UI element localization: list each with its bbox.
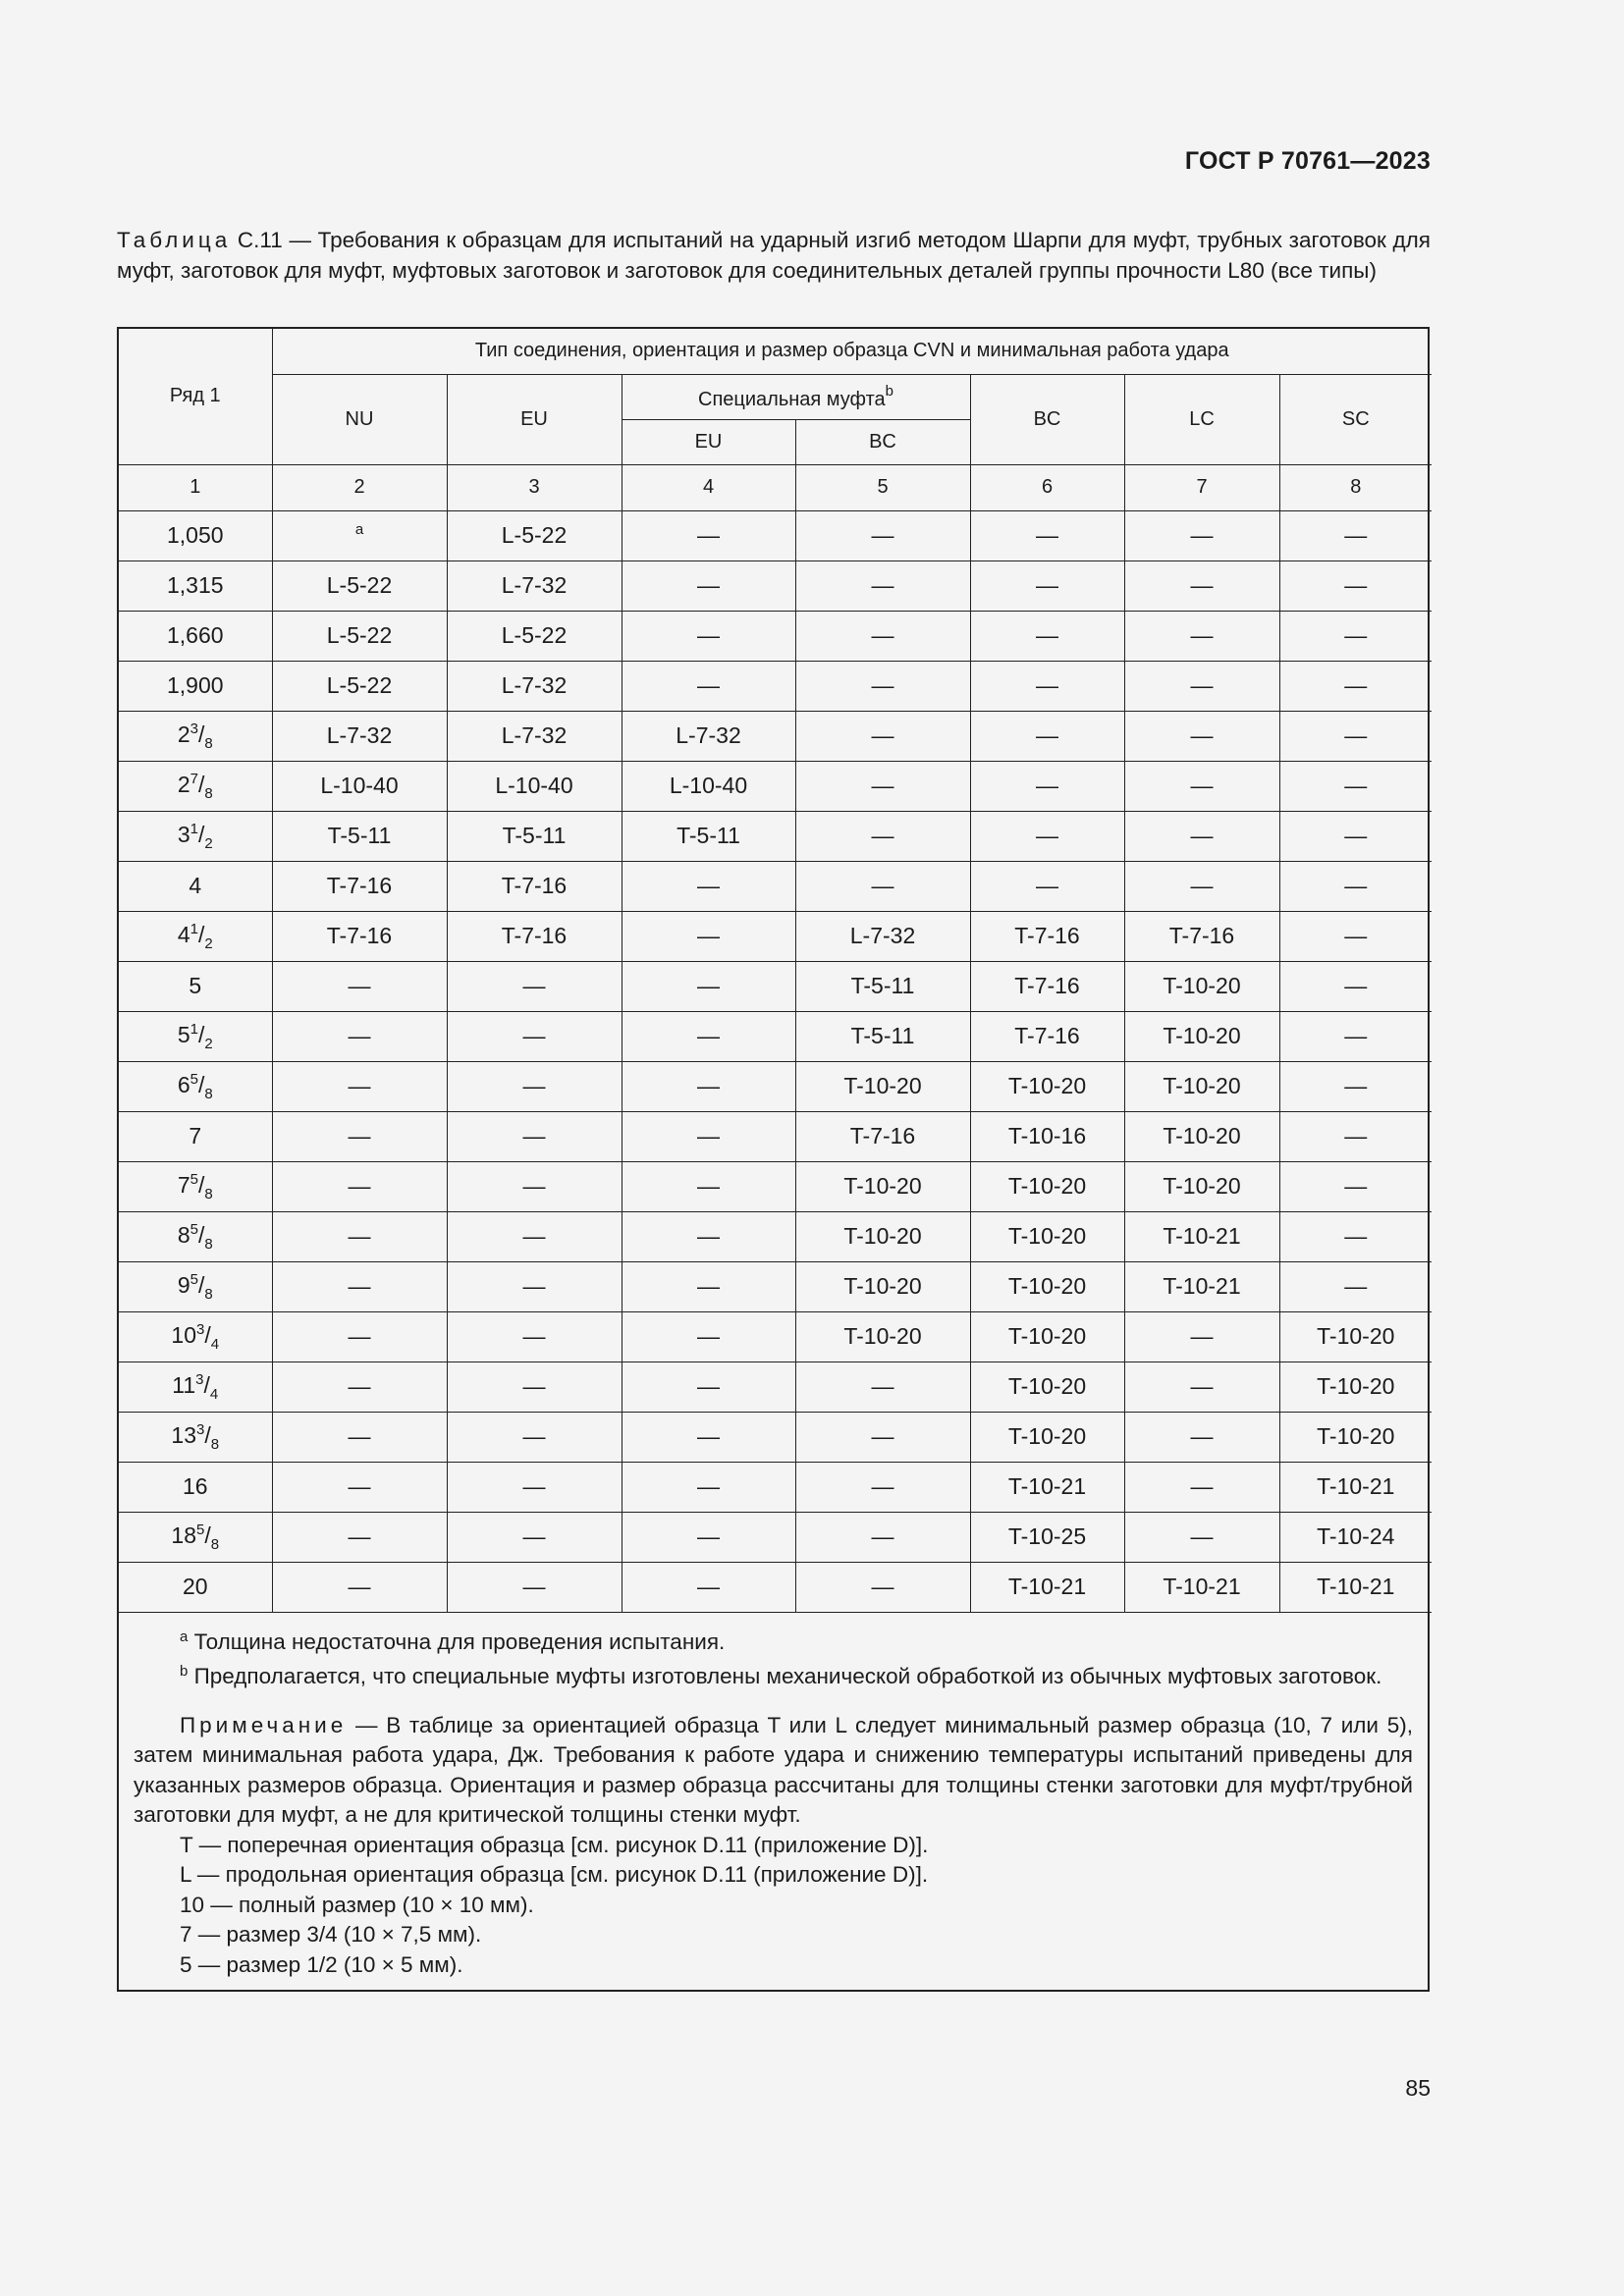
size-cell: $18^5/_8$ — [119, 1512, 272, 1562]
size-numerator: 5 — [189, 1170, 198, 1188]
value-cell: — — [1279, 611, 1432, 661]
table-row — [119, 811, 1432, 861]
note-label: Примечание — [180, 1712, 348, 1737]
size-whole: 1,660 — [166, 622, 224, 648]
table-row — [119, 661, 1432, 711]
value-cell: T-10-20 — [970, 1311, 1124, 1362]
col-header-nu: NU — [272, 374, 447, 464]
value-cell: — — [1124, 611, 1279, 661]
value-cell: — — [795, 811, 970, 861]
value-cell: T-7-16 — [447, 861, 622, 911]
value-cell: — — [795, 1462, 970, 1512]
size-numerator: 1 — [189, 1020, 198, 1038]
value-cell: T-10-20 — [1124, 1061, 1279, 1111]
value-cell: — — [1279, 1261, 1432, 1311]
size-cell: $5^1/_2$ — [119, 1011, 272, 1061]
size-numerator: 5 — [189, 1270, 198, 1288]
value-cell: — — [1124, 661, 1279, 711]
sub-header-eu: EU — [622, 419, 795, 464]
value-cell: — — [447, 961, 622, 1011]
caption-label: Таблица — [117, 228, 232, 252]
value-cell: — — [970, 611, 1124, 661]
footnote-mark: a — [354, 521, 364, 538]
size-whole: 16 — [182, 1473, 208, 1499]
col-header-special — [622, 374, 970, 419]
size-cell — [119, 561, 272, 611]
value-cell: T-10-21 — [1124, 1211, 1279, 1261]
value-cell: — — [795, 1512, 970, 1562]
value-cell: T-10-21 — [1124, 1562, 1279, 1612]
value-cell: L-5-22 — [447, 611, 622, 661]
value-cell: — — [447, 1562, 622, 1612]
table-row — [119, 1362, 1432, 1412]
value-cell: — — [1279, 911, 1432, 961]
value-cell: T-10-20 — [1279, 1412, 1432, 1462]
size-cell: $8^5/_8$ — [119, 1211, 272, 1261]
value-cell: — — [622, 1111, 795, 1161]
value-cell: — — [622, 510, 795, 561]
value-cell: — — [272, 1061, 447, 1111]
table-frame — [117, 327, 1430, 1992]
size-numerator: 3 — [195, 1370, 204, 1388]
size-whole: 1,050 — [166, 522, 224, 548]
size-cell — [119, 861, 272, 911]
value-cell: — — [622, 611, 795, 661]
size-whole: 7 — [189, 1123, 202, 1148]
impact-test-table — [119, 329, 1432, 1613]
size-cell: $7^5/_8$ — [119, 1161, 272, 1211]
value-cell: — — [272, 1462, 447, 1512]
special-header-mark: b — [885, 382, 893, 400]
column-number-row — [119, 464, 1432, 510]
column-number: 6 — [970, 464, 1124, 510]
table-row — [119, 961, 1432, 1011]
value-cell: — — [970, 811, 1124, 861]
size-numerator: 5 — [189, 1220, 198, 1238]
table-row — [119, 1412, 1432, 1462]
size-whole: 4 — [177, 921, 190, 947]
value-cell: T-7-16 — [447, 911, 622, 961]
note-definition: L — продольная ориентация образца [см. рисунок D.11 (приложение D)]. — [180, 1862, 929, 1887]
value-cell: — — [1124, 711, 1279, 761]
page-number: 85 — [1405, 2075, 1431, 2101]
value-cell: — — [970, 510, 1124, 561]
value-cell: — — [272, 1211, 447, 1261]
value-cell: — — [795, 861, 970, 911]
size-cell: $11^3/_4$ — [119, 1362, 272, 1412]
value-cell: — — [795, 711, 970, 761]
value-cell: — — [272, 1111, 447, 1161]
size-denominator: 8 — [210, 1435, 220, 1453]
size-numerator: 1 — [189, 820, 198, 837]
value-cell: T-10-20 — [970, 1161, 1124, 1211]
footnote-a — [134, 1623, 1413, 1658]
size-numerator: 3 — [189, 720, 198, 737]
value-cell: — — [272, 1261, 447, 1311]
value-cell: — — [1279, 1111, 1432, 1161]
value-cell: — — [1279, 861, 1432, 911]
size-denominator: 8 — [204, 1235, 213, 1253]
value-cell: — — [795, 611, 970, 661]
value-cell: — — [1124, 1462, 1279, 1512]
value-cell: — — [272, 1161, 447, 1211]
table-row — [119, 711, 1432, 761]
value-cell: — — [622, 1412, 795, 1462]
footnote-mark: a — [180, 1628, 189, 1645]
value-cell: — — [1124, 510, 1279, 561]
value-cell: — — [447, 1462, 622, 1512]
value-cell: T-10-20 — [1124, 1111, 1279, 1161]
table-row — [119, 561, 1432, 611]
size-cell — [119, 961, 272, 1011]
note-paragraph — [134, 1711, 1413, 1831]
size-cell — [119, 510, 272, 561]
size-whole: 7 — [177, 1171, 190, 1198]
value-cell: T-10-20 — [795, 1261, 970, 1311]
row-header: Ряд 1 — [119, 329, 272, 464]
table-row — [119, 1111, 1432, 1161]
value-cell: — — [622, 1362, 795, 1412]
size-whole: 18 — [171, 1522, 196, 1548]
value-cell: — — [622, 1562, 795, 1612]
table-row — [119, 1311, 1432, 1362]
size-cell: $3^1/_2$ — [119, 811, 272, 861]
col-header-bc: BC — [970, 374, 1124, 464]
value-cell: T-10-21 — [1279, 1462, 1432, 1512]
size-denominator: 2 — [204, 934, 213, 952]
size-denominator: 8 — [204, 734, 213, 752]
group-header: Тип соединения, ориентация и размер образца CVN и минимальная работа удара — [272, 329, 1432, 374]
value-cell: — — [622, 1462, 795, 1512]
value-cell: T-10-20 — [795, 1211, 970, 1261]
value-cell: L-10-40 — [272, 761, 447, 811]
value-cell: — — [622, 1161, 795, 1211]
size-denominator: 8 — [204, 1185, 213, 1202]
value-cell: T-10-21 — [1124, 1261, 1279, 1311]
value-cell: — — [1279, 1211, 1432, 1261]
value-cell: T-10-16 — [970, 1111, 1124, 1161]
value-cell: — — [447, 1261, 622, 1311]
value-cell: — — [1279, 961, 1432, 1011]
value-cell: — — [447, 1512, 622, 1562]
value-cell: T-10-20 — [795, 1311, 970, 1362]
column-number: 7 — [1124, 464, 1279, 510]
size-denominator: 8 — [204, 784, 213, 802]
value-cell: T-5-11 — [272, 811, 447, 861]
size-whole: 1,315 — [166, 572, 224, 598]
value-cell: — — [1124, 1412, 1279, 1462]
value-cell: — — [272, 1362, 447, 1412]
table-caption — [117, 226, 1431, 286]
col-header-lc: LC — [1124, 374, 1279, 464]
value-cell: — — [1279, 1011, 1432, 1061]
value-cell: — — [272, 1412, 447, 1462]
value-cell: — — [795, 1562, 970, 1612]
size-whole: 10 — [171, 1321, 196, 1348]
value-cell: — — [795, 761, 970, 811]
size-denominator: 4 — [210, 1335, 220, 1353]
column-number: 2 — [272, 464, 447, 510]
value-cell: — — [1279, 661, 1432, 711]
value-cell: L-10-40 — [447, 761, 622, 811]
value-cell: — — [622, 1261, 795, 1311]
table-row — [119, 1011, 1432, 1061]
size-whole: 9 — [177, 1271, 190, 1298]
value-cell: T-7-16 — [970, 911, 1124, 961]
value-cell: — — [795, 561, 970, 611]
value-cell: T-5-11 — [795, 1011, 970, 1061]
value-cell: — — [622, 1011, 795, 1061]
value-cell: T-5-11 — [795, 961, 970, 1011]
value-cell: T-5-11 — [622, 811, 795, 861]
value-cell: T-5-11 — [447, 811, 622, 861]
size-denominator: 8 — [210, 1535, 220, 1553]
value-cell: — — [795, 661, 970, 711]
value-cell — [272, 510, 447, 561]
value-cell: — — [272, 1311, 447, 1362]
size-whole: 2 — [177, 721, 190, 747]
value-cell: T-7-16 — [272, 861, 447, 911]
size-whole: 3 — [177, 821, 190, 847]
value-cell: — — [447, 1111, 622, 1161]
value-cell: L-7-32 — [622, 711, 795, 761]
value-cell: — — [1279, 561, 1432, 611]
value-cell: T-7-16 — [1124, 911, 1279, 961]
value-cell: — — [622, 1211, 795, 1261]
size-whole: 8 — [177, 1221, 190, 1248]
size-cell: $2^3/_8$ — [119, 711, 272, 761]
value-cell: — — [622, 911, 795, 961]
value-cell: — — [1124, 761, 1279, 811]
table-row — [119, 911, 1432, 961]
value-cell: L-7-32 — [447, 711, 622, 761]
value-cell: T-10-21 — [970, 1562, 1124, 1612]
size-cell: $2^7/_8$ — [119, 761, 272, 811]
size-whole: 6 — [177, 1071, 190, 1097]
value-cell: T-10-21 — [1279, 1562, 1432, 1612]
value-cell: — — [1279, 510, 1432, 561]
table-row — [119, 1061, 1432, 1111]
value-cell: — — [622, 1061, 795, 1111]
value-cell: — — [970, 761, 1124, 811]
column-number: 5 — [795, 464, 970, 510]
value-cell: — — [447, 1161, 622, 1211]
value-cell: — — [447, 1412, 622, 1462]
size-whole: 2 — [177, 771, 190, 797]
caption-text: С.11 — Требования к образцам для испытаний на ударный изгиб методом Шарпи для муфт, трубных заготовок для муфт, заготовок для муфт, муфтовых заготовок и заготовок для соединительных деталей группы прочности L80 (все типы) — [117, 228, 1431, 283]
size-cell: $6^5/_8$ — [119, 1061, 272, 1111]
value-cell: T-10-20 — [1124, 1161, 1279, 1211]
value-cell: T-10-20 — [970, 1261, 1124, 1311]
value-cell: T-10-20 — [1279, 1311, 1432, 1362]
value-cell: — — [970, 561, 1124, 611]
size-denominator: 2 — [204, 834, 213, 852]
value-cell: L-5-22 — [447, 510, 622, 561]
value-cell: — — [447, 1311, 622, 1362]
value-cell: — — [272, 1562, 447, 1612]
value-cell: — — [622, 1311, 795, 1362]
value-cell: — — [1124, 811, 1279, 861]
value-cell: — — [970, 861, 1124, 911]
value-cell: L-7-32 — [447, 561, 622, 611]
size-denominator: 4 — [209, 1385, 219, 1403]
value-cell: — — [272, 1512, 447, 1562]
size-cell: $10^3/_4$ — [119, 1311, 272, 1362]
size-cell — [119, 661, 272, 711]
table-row — [119, 861, 1432, 911]
value-cell: — — [447, 1011, 622, 1061]
value-cell: — — [1279, 1061, 1432, 1111]
value-cell: — — [970, 661, 1124, 711]
value-cell: T-10-20 — [970, 1061, 1124, 1111]
size-numerator: 7 — [189, 770, 198, 787]
note-definition: T — поперечная ориентация образца [см. рисунок D.11 (приложение D)]. — [180, 1832, 929, 1857]
size-whole: 20 — [182, 1574, 208, 1599]
value-cell: T-10-20 — [970, 1211, 1124, 1261]
value-cell: T-10-24 — [1279, 1512, 1432, 1562]
value-cell: T-7-16 — [272, 911, 447, 961]
column-number: 8 — [1279, 464, 1432, 510]
value-cell: — — [1279, 1161, 1432, 1211]
note-definition: 5 — размер 1/2 (10 × 5 мм). — [180, 1951, 463, 1977]
value-cell: L-5-22 — [272, 561, 447, 611]
value-cell: — — [1279, 711, 1432, 761]
size-numerator: 5 — [196, 1521, 205, 1538]
size-cell — [119, 611, 272, 661]
value-cell: T-10-20 — [1279, 1362, 1432, 1412]
value-cell: T-10-20 — [970, 1412, 1124, 1462]
value-cell: — — [622, 961, 795, 1011]
size-denominator: 8 — [204, 1085, 213, 1102]
footnote-text: Предполагается, что специальные муфты изготовлены механической обработкой из обычных муфтовых заготовок. — [188, 1664, 1382, 1688]
value-cell: — — [1124, 1362, 1279, 1412]
size-cell: $9^5/_8$ — [119, 1261, 272, 1311]
table-row — [119, 1261, 1432, 1311]
size-whole: 13 — [171, 1421, 196, 1448]
note-text: — В таблице за ориентацией образца T или L следует минимальный размер образца (10, 7 или 5), затем минимальная работа удара, Дж. Требования к работе удара и снижению температуры испытаний приведены для указанных размеров образца. Ориентация и размер образца рассчитаны для толщины стенки заготовки для муфт/трубной заготовки для муфт, а не для критической толщины стенки муфт. — [134, 1712, 1413, 1827]
col-header-sc: SC — [1279, 374, 1432, 464]
column-number: 1 — [119, 464, 272, 510]
value-cell: — — [1279, 761, 1432, 811]
value-cell: T-10-20 — [795, 1061, 970, 1111]
special-header-text: Специальная муфта — [698, 388, 886, 410]
value-cell: — — [1124, 861, 1279, 911]
value-cell: — — [795, 1362, 970, 1412]
footnote-text: Толщина недостаточна для проведения испытания. — [188, 1629, 726, 1654]
footnote-mark: b — [180, 1663, 189, 1680]
col-header-eu: EU — [447, 374, 622, 464]
value-cell: L-5-22 — [272, 661, 447, 711]
value-cell: T-7-16 — [970, 1011, 1124, 1061]
value-cell: L-5-22 — [272, 611, 447, 661]
size-numerator: 3 — [196, 1420, 205, 1438]
column-number: 4 — [622, 464, 795, 510]
size-numerator: 1 — [189, 920, 198, 937]
value-cell: — — [272, 961, 447, 1011]
value-cell: — — [1124, 561, 1279, 611]
note-definition: 7 — размер 3/4 (10 × 7,5 мм). — [180, 1922, 482, 1947]
value-cell: T-10-20 — [795, 1161, 970, 1211]
footnote-b — [134, 1657, 1413, 1692]
size-numerator: 5 — [189, 1070, 198, 1088]
column-number: 3 — [447, 464, 622, 510]
value-cell: — — [447, 1211, 622, 1261]
table-row — [119, 611, 1432, 661]
size-whole: 4 — [189, 873, 202, 898]
value-cell: — — [447, 1362, 622, 1412]
value-cell: — — [795, 510, 970, 561]
value-cell: L-7-32 — [447, 661, 622, 711]
table-row — [119, 1161, 1432, 1211]
sub-header-bc: BC — [795, 419, 970, 464]
table-row — [119, 1462, 1432, 1512]
value-cell: T-7-16 — [970, 961, 1124, 1011]
value-cell: L-7-32 — [795, 911, 970, 961]
size-whole: 5 — [189, 973, 202, 998]
table-row — [119, 761, 1432, 811]
value-cell: — — [622, 561, 795, 611]
size-numerator: 3 — [196, 1320, 205, 1338]
size-whole: 11 — [172, 1371, 196, 1398]
standard-id: ГОСТ Р 70761—2023 — [1184, 147, 1431, 175]
value-cell: — — [1124, 1512, 1279, 1562]
value-cell: — — [622, 1512, 795, 1562]
value-cell: T-10-21 — [970, 1462, 1124, 1512]
size-cell — [119, 1111, 272, 1161]
size-whole: 5 — [177, 1021, 190, 1047]
size-denominator: 8 — [204, 1285, 213, 1303]
table-row — [119, 1562, 1432, 1612]
table-row — [119, 1512, 1432, 1562]
value-cell: — — [447, 1061, 622, 1111]
value-cell: — — [970, 711, 1124, 761]
value-cell: T-10-20 — [1124, 961, 1279, 1011]
value-cell: T-7-16 — [795, 1111, 970, 1161]
size-cell — [119, 1462, 272, 1512]
value-cell: L-7-32 — [272, 711, 447, 761]
table-notes — [119, 1613, 1428, 1991]
size-denominator: 2 — [204, 1035, 213, 1052]
value-cell: — — [1279, 811, 1432, 861]
value-cell: T-10-25 — [970, 1512, 1124, 1562]
value-cell: — — [622, 861, 795, 911]
value-cell: T-10-20 — [970, 1362, 1124, 1412]
size-whole: 1,900 — [166, 672, 224, 698]
size-cell — [119, 1562, 272, 1612]
value-cell: L-10-40 — [622, 761, 795, 811]
value-cell: — — [1124, 1311, 1279, 1362]
table-row — [119, 510, 1432, 561]
value-cell: — — [622, 661, 795, 711]
size-cell: $4^1/_2$ — [119, 911, 272, 961]
size-cell: $13^3/_8$ — [119, 1412, 272, 1462]
value-cell: — — [795, 1412, 970, 1462]
table-row — [119, 1211, 1432, 1261]
note-definition: 10 — полный размер (10 × 10 мм). — [180, 1892, 534, 1917]
value-cell: — — [272, 1011, 447, 1061]
value-cell: T-10-20 — [1124, 1011, 1279, 1061]
